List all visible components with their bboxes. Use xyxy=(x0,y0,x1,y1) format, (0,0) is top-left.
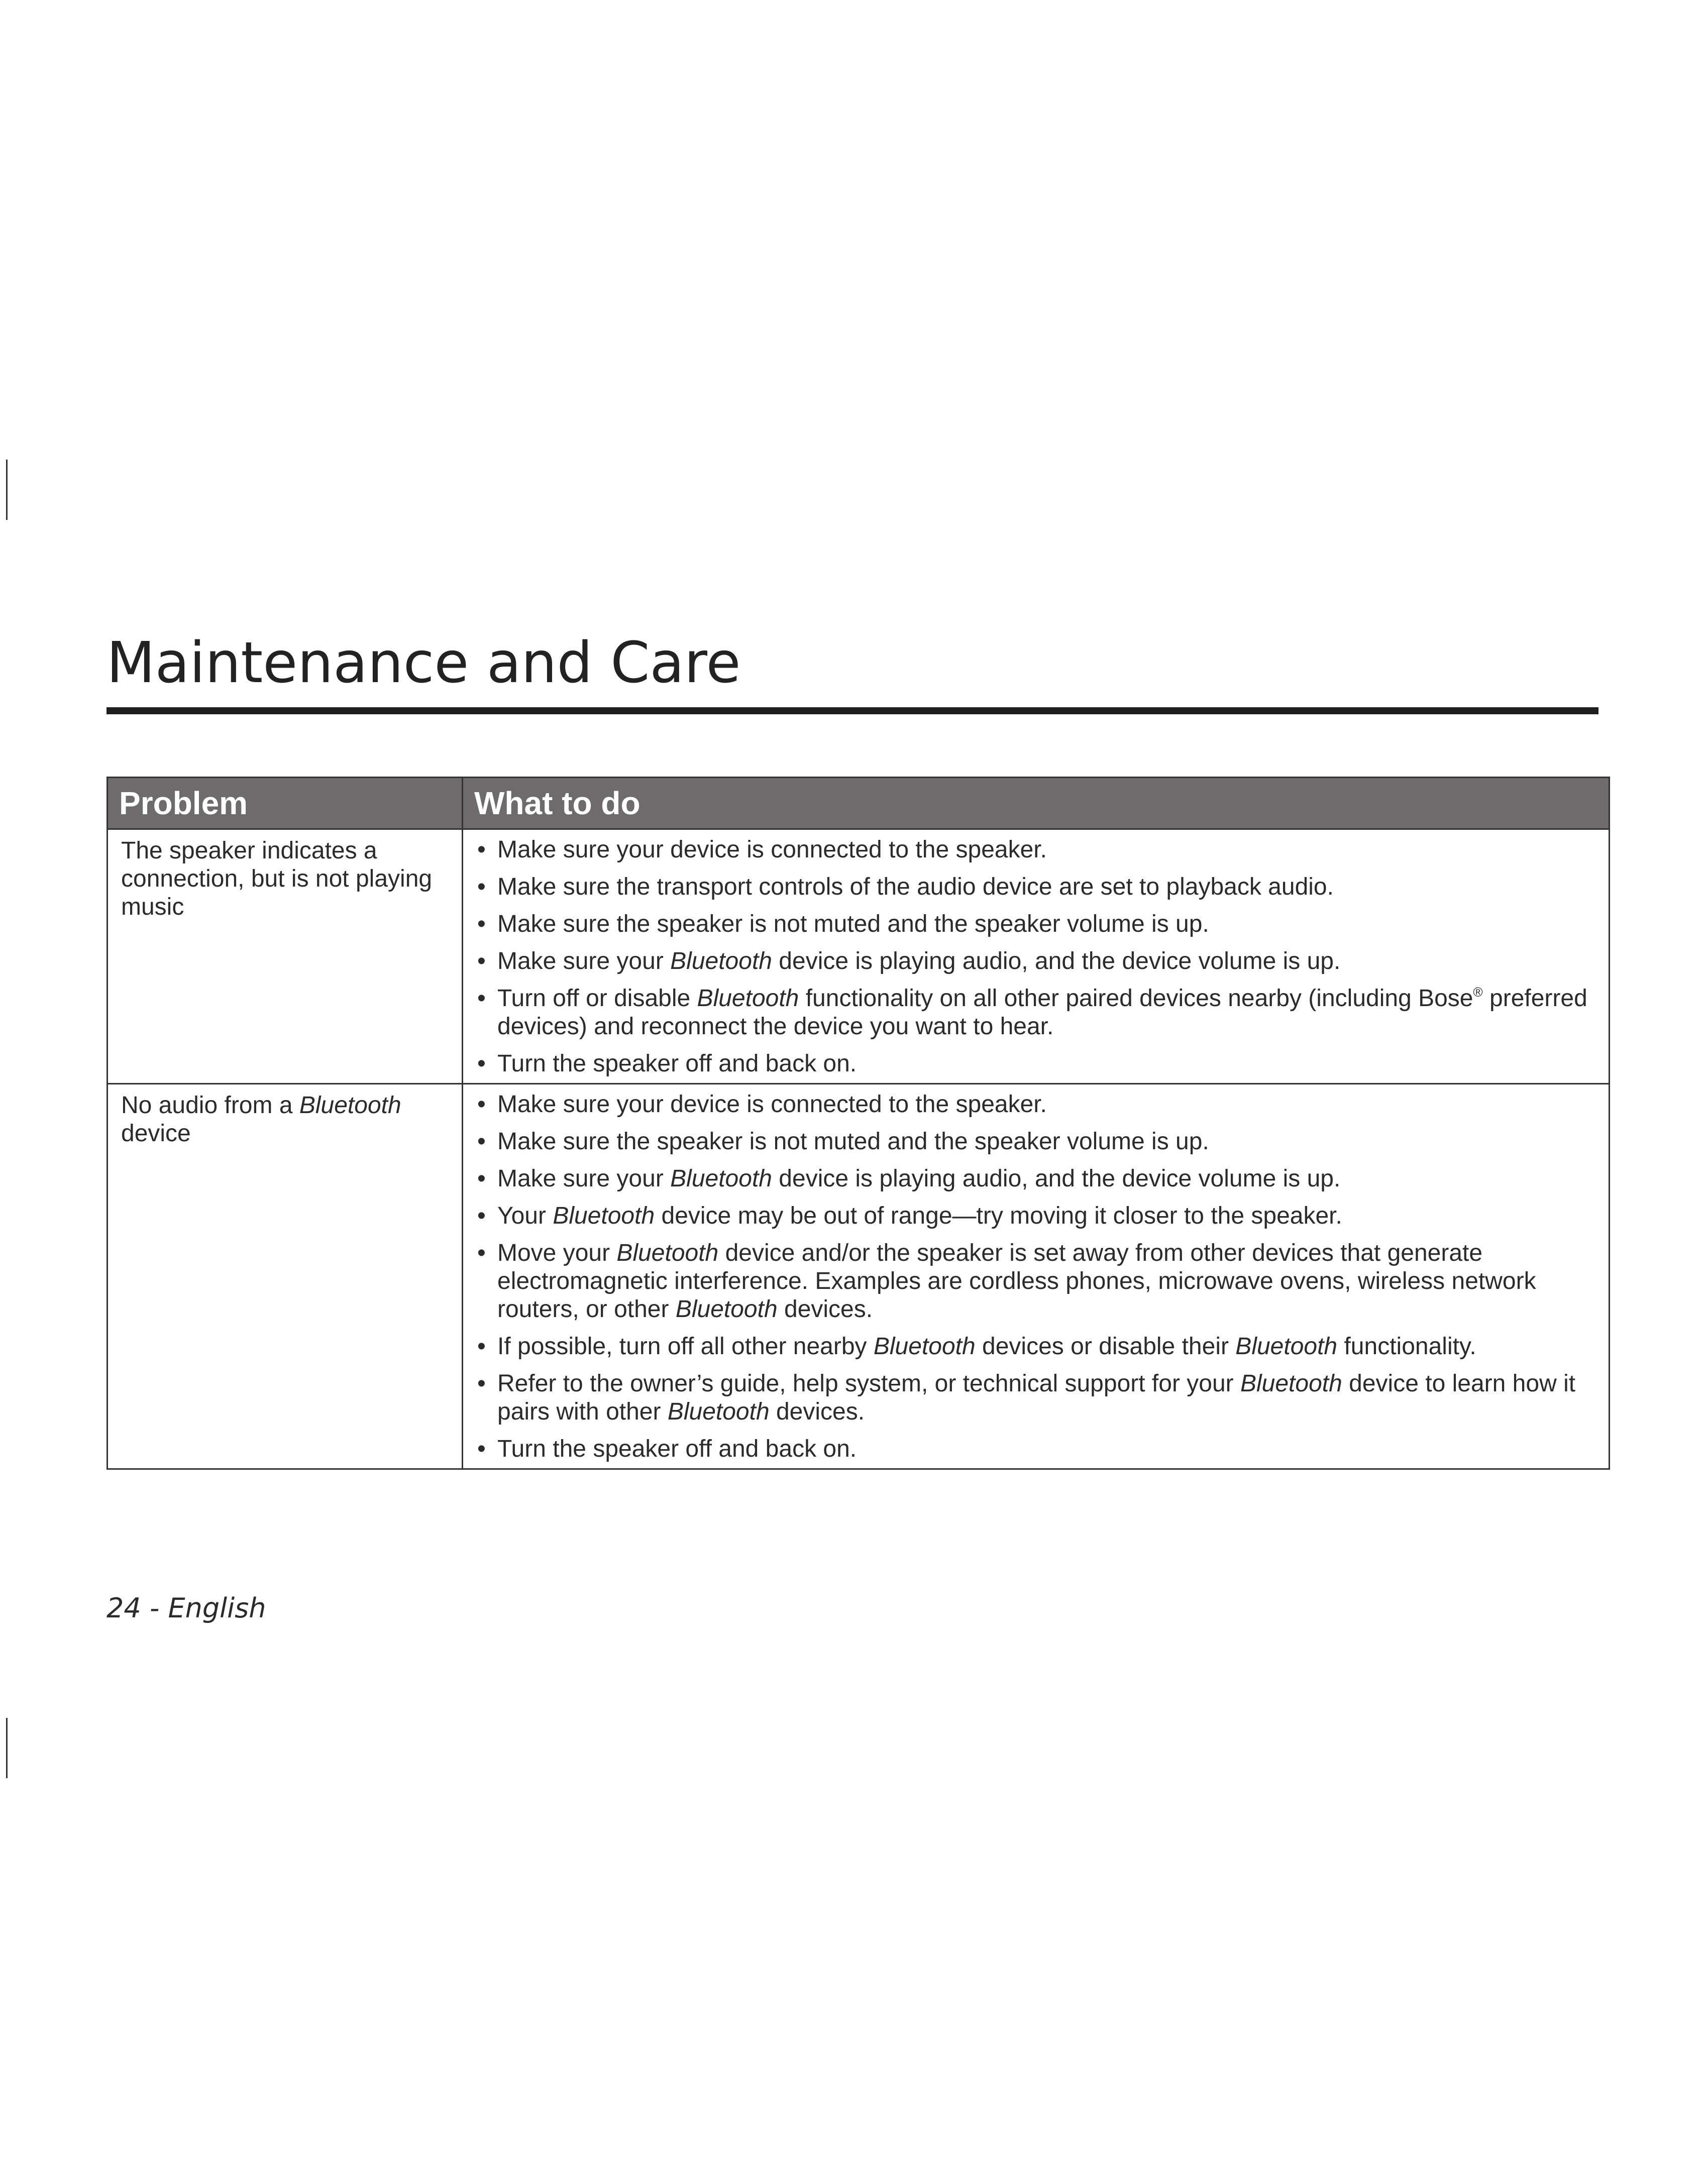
text-run: device xyxy=(121,1120,191,1147)
italic-term: Bluetooth xyxy=(1235,1333,1338,1360)
text-run: Make sure your device is connected to the speaker. xyxy=(497,1091,1047,1118)
text-run: If possible, turn off all other nearby xyxy=(497,1333,874,1360)
text-run: preferred devices) and reconnect the device you want to hear. xyxy=(497,985,1587,1040)
italic-term: Bluetooth xyxy=(553,1203,655,1229)
text-run: devices. xyxy=(777,1296,873,1323)
bullet-icon: • xyxy=(477,1240,486,1266)
list-item xyxy=(473,1091,1598,1119)
text-run: Your xyxy=(497,1203,553,1229)
text-run: Turn the speaker off and back on. xyxy=(497,1050,857,1077)
text-run: The speaker indicates a connection, but is not playing music xyxy=(121,837,433,920)
column-header-what-to-do: What to do xyxy=(463,778,1610,829)
italic-term: Bluetooth xyxy=(873,1333,976,1360)
text-run: device is playing audio, and the device volume is up. xyxy=(772,948,1341,974)
text-run: Make sure the speaker is not muted and the speaker volume is up. xyxy=(497,911,1209,937)
list-item xyxy=(473,1333,1598,1361)
bullet-icon: • xyxy=(477,948,486,974)
list-item xyxy=(473,985,1598,1041)
italic-term: Bluetooth xyxy=(616,1240,719,1266)
page-footer: 24 - English xyxy=(106,1592,266,1624)
text-run: Turn the speaker off and back on. xyxy=(497,1436,857,1462)
text-run: Make sure your xyxy=(497,1165,671,1192)
problem-cell xyxy=(108,829,463,1084)
text-run: Refer to the owner’s guide, help system, or technical support for your xyxy=(497,1370,1240,1397)
text-run: device and/or the speaker is set away from other devices that generate electromagnetic interference. Examples are cordless phones, microwave ovens, wireless network routers, or other xyxy=(497,1240,1536,1323)
bullet-icon: • xyxy=(477,836,486,863)
italic-term: Bluetooth xyxy=(697,985,799,1012)
troubleshooting-table xyxy=(106,777,1610,1470)
text-run: device may be out of range—try moving it closer to the speaker. xyxy=(655,1203,1342,1229)
bullet-icon: • xyxy=(477,1165,486,1192)
table-row xyxy=(108,829,1610,1084)
italic-term: Bluetooth xyxy=(667,1398,770,1425)
bullet-icon: • xyxy=(477,1091,486,1118)
list-item xyxy=(473,1435,1598,1463)
text-run: devices or disable their xyxy=(975,1333,1236,1360)
bullet-icon: • xyxy=(477,911,486,937)
text-run: Make sure your xyxy=(497,948,671,974)
bullet-icon: • xyxy=(477,1128,486,1155)
bullet-icon: • xyxy=(477,1050,486,1077)
table-header-row xyxy=(108,778,1610,829)
bullet-icon: • xyxy=(477,1436,486,1462)
crop-mark-bottom xyxy=(6,1718,8,1778)
problem-cell xyxy=(108,1084,463,1469)
troubleshooting-table-wrapper xyxy=(106,777,1609,1470)
italic-term: Bluetooth xyxy=(670,948,772,974)
bullet-icon: • xyxy=(477,1333,486,1360)
text-run: devices. xyxy=(769,1398,865,1425)
bullet-icon: • xyxy=(477,1203,486,1229)
crop-mark-top xyxy=(6,460,8,520)
list-item xyxy=(473,873,1598,901)
what-to-do-cell xyxy=(463,1084,1610,1469)
list-item xyxy=(473,1165,1598,1193)
text-run: No audio from a xyxy=(121,1092,299,1119)
registered-mark: ® xyxy=(1473,985,1483,1000)
list-item xyxy=(473,1128,1598,1156)
what-to-do-cell xyxy=(463,829,1610,1084)
italic-term: Bluetooth xyxy=(299,1092,401,1119)
text-run: functionality. xyxy=(1337,1333,1476,1360)
page-title: Maintenance and Care xyxy=(106,630,741,696)
italic-term: Bluetooth xyxy=(675,1296,778,1323)
bullet-icon: • xyxy=(477,985,486,1012)
steps-list xyxy=(473,836,1598,1078)
text-run: device is playing audio, and the device volume is up. xyxy=(772,1165,1341,1192)
text-run: functionality on all other paired devices nearby (including Bose xyxy=(799,985,1473,1012)
steps-list xyxy=(473,1091,1598,1463)
list-item xyxy=(473,1370,1598,1426)
text-run: device to learn how it pairs with other xyxy=(497,1370,1576,1425)
text-run: Move your xyxy=(497,1240,617,1266)
bullet-icon: • xyxy=(477,1370,486,1397)
italic-term: Bluetooth xyxy=(670,1165,772,1192)
table-body xyxy=(108,829,1610,1469)
italic-term: Bluetooth xyxy=(1240,1370,1342,1397)
text-run: Make sure the speaker is not muted and the speaker volume is up. xyxy=(497,1128,1209,1155)
bullet-icon: • xyxy=(477,874,486,900)
text-run: Make sure the transport controls of the audio device are set to playback audio. xyxy=(497,874,1334,900)
title-rule xyxy=(106,707,1598,714)
table-row xyxy=(108,1084,1610,1469)
list-item xyxy=(473,1202,1598,1230)
list-item xyxy=(473,836,1598,864)
list-item xyxy=(473,1239,1598,1324)
column-header-problem: Problem xyxy=(108,778,463,829)
text-run: Make sure your device is connected to the speaker. xyxy=(497,836,1047,863)
list-item xyxy=(473,947,1598,975)
list-item xyxy=(473,910,1598,938)
text-run: Turn off or disable xyxy=(497,985,697,1012)
list-item xyxy=(473,1050,1598,1078)
